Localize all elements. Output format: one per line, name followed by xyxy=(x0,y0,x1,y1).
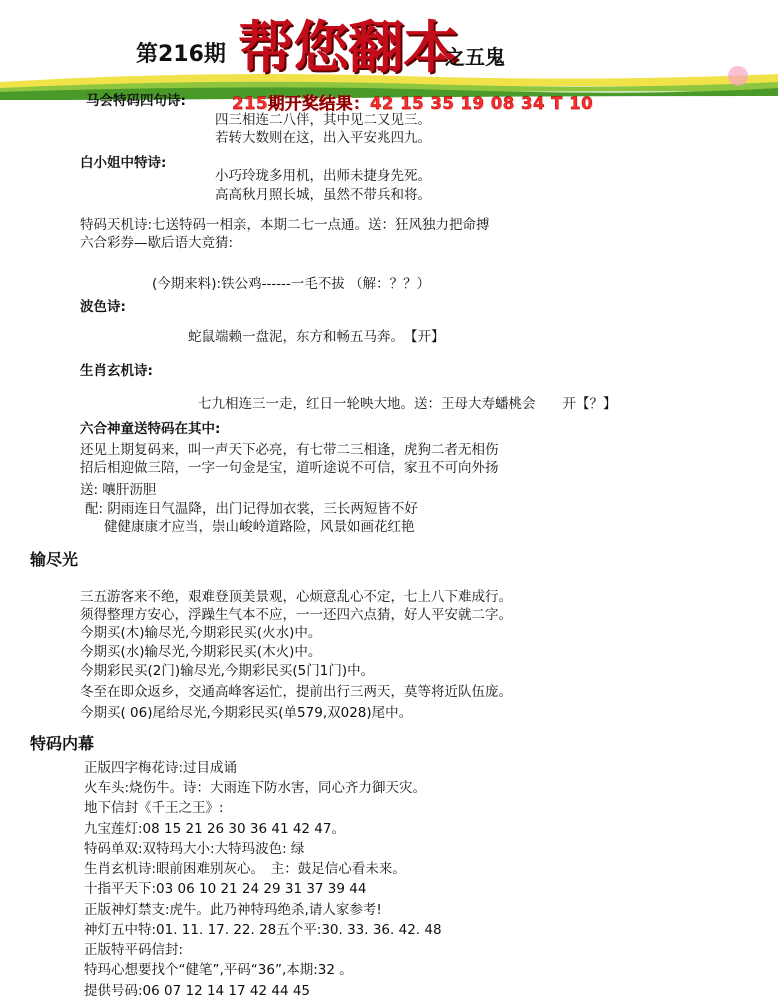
quiz-line: (今期来料):铁公鸡------一毛不拔 （解：？？） xyxy=(152,276,431,292)
shujin-line-1: 三五游客来不绝，艰难登顶美景观，心烦意乱心不定，七上八下难成行。 xyxy=(80,589,512,605)
mahui-line-1: 四三相连二八伴，其中见二又见三。 xyxy=(215,112,431,128)
shujin-line-3: 今期买(木)输尽光,今期彩民买(火水)中。 xyxy=(80,625,322,641)
shengxiao-line: 七九相连三一走，红日一轮映大地。送：王母大寿蟠桃会 开【？】 xyxy=(198,396,617,412)
neimu-line-4: 九宝莲灯:08 15 21 26 30 36 41 42 47。 xyxy=(84,821,345,837)
song-line: 送: 嚷肝沥胆 xyxy=(80,482,157,498)
neimu-line-11: 特玛心想要找个“健笔”,平码“36”,本期:32 。 xyxy=(84,962,353,978)
mahui-label: 马会特码四句诗: xyxy=(86,93,186,109)
shujin-line-6: 冬至在即众返乡，交通高峰客运忙，提前出行三两天，莫等将近队伍庞。 xyxy=(80,684,512,700)
header-banner xyxy=(0,0,778,100)
xiaojie-label: 白小姐中特诗: xyxy=(80,155,167,171)
page-subtitle: 之五鬼 xyxy=(445,45,505,69)
shujin-line-5: 今期彩民买(2门)输尽光,今期彩民买(5门1门)中。 xyxy=(80,663,375,679)
xiaojie-line-1: 小巧玲珑多用机，出师未捷身先死。 xyxy=(215,168,431,184)
bose-line: 蛇鼠端赖一盘泥，东方和畅五马奔。 【开】 xyxy=(188,329,445,345)
page-title: 帮您翻本 xyxy=(238,15,458,81)
neimu-line-7: 十指平天下:03 06 10 21 24 29 31 37 39 44 xyxy=(84,881,367,897)
shengxiao-label: 生肖玄机诗: xyxy=(80,363,153,379)
shujin-line-2: 须得整理方安心，浮躁生气本不应，一一还四六点猜，好人平安就二字。 xyxy=(80,607,512,623)
issue-number: 第216期 xyxy=(136,42,226,67)
tianji-line: 特码天机诗:七送特码一相亲，本期二七一点通。送：狂风独力把命搏 xyxy=(80,217,490,233)
shentong-line-1: 还见上期复码来，叫一声天下必亮，有七带二三相逢，虎狗二者无相伤 xyxy=(80,442,499,458)
neimu-line-9: 神灯五中特:01. 11. 17. 22. 28五个平:30. 33. 36. 42. 48 xyxy=(84,922,442,938)
neimu-line-5: 特码单双:双特玛大小:大特玛波色: 绿 xyxy=(84,841,305,857)
neimu-line-6: 生肖玄机诗:眼前困难别灰心。 主：鼓足信心看未来。 xyxy=(84,861,406,877)
shentong-line-2: 招后相迎做三陪，一字一句金是宝，道听途说不可信，家丑不可向外扬 xyxy=(80,460,499,476)
liuhe-quiz-label: 六合彩券—歇后语大竞猜: xyxy=(80,235,234,251)
xiaojie-line-2: 高高秋月照长城，虽然不带兵和将。 xyxy=(215,187,431,203)
mahui-line-2: 若转大数则在这，出入平安兆四九。 xyxy=(215,130,431,146)
neimu-line-10: 正版特平码信封: xyxy=(84,942,184,958)
shentong-label: 六合神童送特码在其中: xyxy=(80,421,221,437)
shujin-title: 输尽光 xyxy=(30,550,79,569)
shujin-line-4: 今期买(水)输尽光,今期彩民买(木火)中。 xyxy=(80,644,322,660)
draw-result: 215期开奖结果：42 15 35 19 08 34 T 10 xyxy=(232,94,594,113)
neimu-line-1: 正版四字梅花诗:过目成诵 xyxy=(84,760,238,776)
neimu-line-3: 地下信封《千王之王》: xyxy=(84,800,224,816)
bose-label: 波色诗: xyxy=(80,299,126,315)
neimu-title: 特码内幕 xyxy=(30,734,95,753)
neimu-line-12: 提供号码:06 07 12 14 17 42 44 45 xyxy=(84,983,311,999)
neimu-line-2: 火车头:烧伤牛。诗：大雨连下防水害，同心齐力御天灾。 xyxy=(84,780,427,796)
pei-line-2: 健健康康才应当，崇山峻岭道路险，风景如画花红艳 xyxy=(104,519,415,535)
neimu-line-8: 正版神灯禁支:虎牛。此乃神特玛绝杀,请人家参考! xyxy=(84,902,382,918)
pei-line-1: 配: 阴雨连日气温降，出门记得加衣裳，三长两短皆不好 xyxy=(85,501,418,517)
shujin-line-7: 今期买( 06)尾给尽光,今期彩民买(单579,双028)尾中。 xyxy=(80,705,413,721)
